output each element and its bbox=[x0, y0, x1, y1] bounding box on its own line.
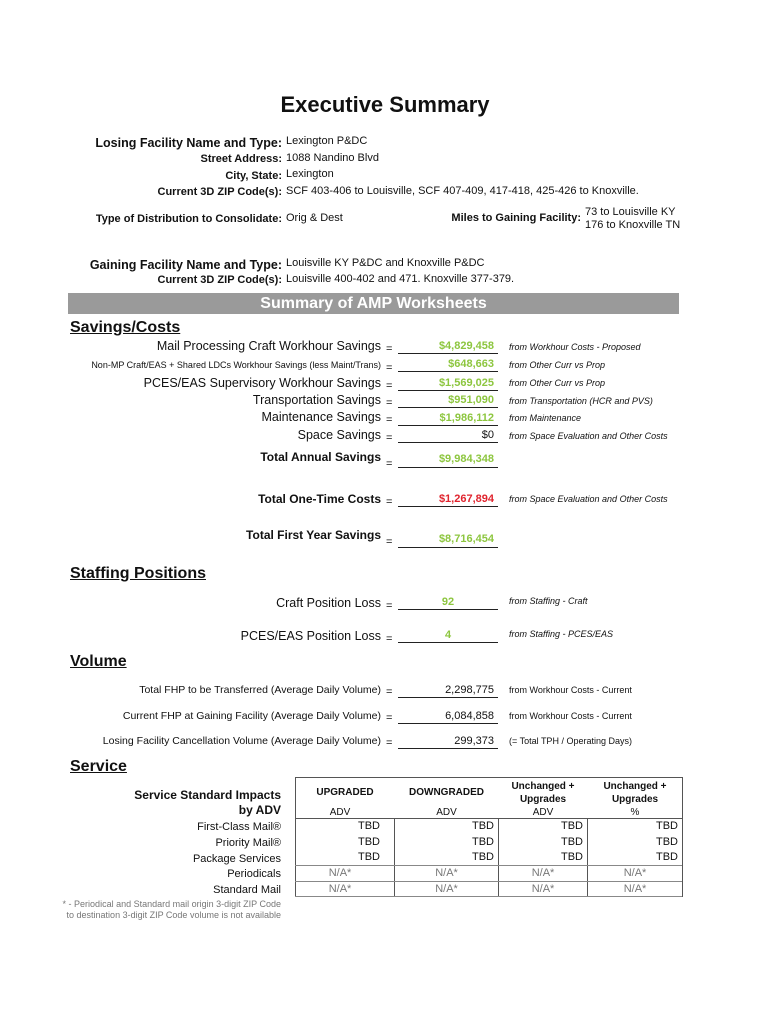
savings-row-label: Transportation Savings bbox=[252, 393, 381, 407]
service-cell: TBD bbox=[561, 836, 583, 848]
equals-sign: = bbox=[386, 633, 393, 645]
equals-sign: = bbox=[386, 712, 393, 724]
miles-label: Miles to Gaining Facility: bbox=[451, 212, 581, 224]
summary-banner: Summary of AMP Worksheets bbox=[68, 293, 679, 314]
savings-value: $648,663 bbox=[398, 357, 498, 372]
equals-sign: = bbox=[386, 536, 393, 548]
savings-row-label: Maintenance Savings bbox=[261, 410, 381, 424]
service-cell: N/A* bbox=[623, 867, 647, 879]
savings-row-label: Space Savings bbox=[297, 428, 381, 442]
miles-value-louisville: 73 to Louisville KY bbox=[585, 206, 676, 218]
service-row-label: Priority Mail® bbox=[215, 837, 281, 849]
table-header-divider bbox=[295, 818, 682, 819]
losing-facility-value: Lexington P&DC bbox=[286, 135, 368, 147]
service-cell: TBD bbox=[656, 851, 678, 863]
col-header-upgraded: UPGRADED bbox=[316, 787, 374, 798]
craft-position-value: 92 bbox=[398, 595, 498, 610]
savings-row-label: Mail Processing Craft Workhour Savings bbox=[156, 339, 381, 353]
gaining-facility-label: Gaining Facility Name and Type: bbox=[89, 258, 282, 272]
volume-row-label: Current FHP at Gaining Facility (Average Daily Volume) bbox=[122, 710, 381, 722]
savings-source: from Transportation (HCR and PVS) bbox=[509, 396, 653, 406]
service-cell: TBD bbox=[358, 820, 380, 832]
col-sub-unchanged-adv: ADV bbox=[532, 807, 554, 818]
footnote-line-2: to destination 3-digit ZIP Code volume is not available bbox=[66, 910, 281, 920]
equals-sign: = bbox=[386, 458, 393, 470]
savings-source: from Workhour Costs - Proposed bbox=[509, 342, 641, 352]
service-cell: N/A* bbox=[531, 883, 555, 895]
savings-value: $1,986,112 bbox=[398, 411, 498, 426]
total-first-year-label: Total First Year Savings bbox=[246, 528, 381, 542]
service-cell: TBD bbox=[472, 851, 494, 863]
losing-facility-label: Losing Facility Name and Type: bbox=[95, 136, 282, 150]
col-header-unchanged-pct: Unchanged + Upgrades bbox=[603, 781, 667, 805]
service-cell: N/A* bbox=[531, 867, 555, 879]
street-address-value: 1088 Nandino Blvd bbox=[286, 152, 379, 164]
col-header-unchanged-adv: Unchanged + Upgrades bbox=[511, 781, 575, 805]
volume-source: (= Total TPH / Operating Days) bbox=[509, 736, 632, 746]
pces-position-label: PCES/EAS Position Loss bbox=[240, 629, 381, 643]
savings-row-label: Non-MP Craft/EAS + Shared LDCs Workhour Savings (less Maint/Trans) bbox=[91, 360, 381, 370]
savings-value: $951,090 bbox=[398, 393, 498, 408]
service-cell: N/A* bbox=[435, 883, 458, 895]
service-row-label: Periodicals bbox=[227, 868, 281, 880]
craft-position-label: Craft Position Loss bbox=[276, 596, 381, 610]
service-cell: N/A* bbox=[435, 867, 458, 879]
pces-position-source: from Staffing - PCES/EAS bbox=[509, 629, 614, 639]
staffing-heading: Staffing Positions bbox=[70, 565, 206, 582]
total-one-time-label: Total One-Time Costs bbox=[258, 492, 381, 506]
volume-source: from Workhour Costs - Current bbox=[509, 685, 632, 695]
equals-sign: = bbox=[386, 362, 393, 374]
service-cell: N/A* bbox=[328, 867, 352, 879]
volume-value: 2,298,775 bbox=[398, 683, 498, 698]
col-sub-upgraded: ADV bbox=[329, 807, 351, 818]
pces-position-value: 4 bbox=[398, 628, 498, 643]
volume-source: from Workhour Costs - Current bbox=[509, 711, 632, 721]
equals-sign: = bbox=[386, 397, 393, 409]
service-cell: TBD bbox=[656, 836, 678, 848]
volume-value: 6,084,858 bbox=[398, 709, 498, 724]
equals-sign: = bbox=[386, 414, 393, 426]
volume-row-label: Losing Facility Cancellation Volume (Average Daily Volume) bbox=[102, 735, 381, 747]
equals-sign: = bbox=[386, 600, 393, 612]
total-annual-value: $9,984,348 bbox=[398, 450, 498, 468]
service-cell: TBD bbox=[561, 851, 583, 863]
service-cell: TBD bbox=[656, 820, 678, 832]
service-cell: TBD bbox=[561, 820, 583, 832]
footnote-line-1: * - Periodical and Standard mail origin 3-digit ZIP Code bbox=[62, 899, 281, 909]
city-state-value: Lexington bbox=[286, 168, 334, 180]
one-time-source: from Space Evaluation and Other Costs bbox=[509, 494, 668, 504]
gaining-zip-label: Current 3D ZIP Code(s): bbox=[157, 274, 282, 286]
savings-source: from Other Curr vs Prop bbox=[509, 378, 606, 388]
savings-row-label: PCES/EAS Supervisory Workhour Savings bbox=[143, 376, 381, 390]
table-row-divider bbox=[295, 865, 682, 866]
col-sub-unchanged-pct: % bbox=[630, 807, 640, 818]
savings-source: from Other Curr vs Prop bbox=[509, 360, 606, 370]
service-cell: TBD bbox=[472, 836, 494, 848]
volume-value: 299,373 bbox=[398, 734, 498, 749]
total-first-year-value: $8,716,454 bbox=[398, 531, 498, 548]
service-heading: Service bbox=[70, 758, 127, 775]
gaining-zip-value: Louisville 400-402 and 471. Knoxville 377-379. bbox=[286, 273, 515, 285]
total-annual-label: Total Annual Savings bbox=[260, 450, 381, 464]
table-top-border bbox=[295, 777, 682, 778]
service-cell: TBD bbox=[358, 851, 380, 863]
service-impacts-label: Service Standard Impacts bbox=[134, 788, 281, 802]
craft-position-source: from Staffing - Craft bbox=[509, 596, 588, 606]
gaining-facility-value: Louisville KY P&DC and Knoxville P&DC bbox=[286, 257, 485, 269]
equals-sign: = bbox=[386, 686, 393, 698]
table-right-border bbox=[682, 777, 683, 897]
zip-codes-label: Current 3D ZIP Code(s): bbox=[157, 186, 282, 198]
service-row-label: Package Services bbox=[192, 853, 281, 865]
city-state-label: City, State: bbox=[225, 170, 282, 182]
volume-heading: Volume bbox=[70, 653, 127, 670]
page-title: Executive Summary bbox=[280, 92, 490, 117]
service-cell: TBD bbox=[472, 820, 494, 832]
savings-value: $0 bbox=[398, 428, 498, 443]
service-impacts-sublabel: by ADV bbox=[238, 803, 281, 817]
equals-sign: = bbox=[386, 432, 393, 444]
equals-sign: = bbox=[386, 380, 393, 392]
savings-source: from Space Evaluation and Other Costs bbox=[509, 431, 668, 441]
table-row-divider bbox=[295, 881, 682, 882]
street-address-label: Street Address: bbox=[200, 153, 282, 165]
col-header-downgraded: DOWNGRADED bbox=[409, 787, 484, 798]
equals-sign: = bbox=[386, 343, 393, 355]
volume-row-label: Total FHP to be Transferred (Average Daily Volume) bbox=[139, 684, 381, 696]
service-cell: N/A* bbox=[328, 883, 352, 895]
zip-codes-value: SCF 403-406 to Louisville, SCF 407-409, 417-418, 425-426 to Knoxville. bbox=[286, 185, 639, 197]
distribution-type-value: Orig & Dest bbox=[286, 212, 343, 224]
miles-value-knoxville: 176 to Knoxville TN bbox=[585, 219, 681, 231]
savings-value: $1,569,025 bbox=[398, 376, 498, 391]
savings-value: $4,829,458 bbox=[398, 339, 498, 354]
service-row-label: First-Class Mail® bbox=[197, 821, 281, 833]
distribution-type-label: Type of Distribution to Consolidate: bbox=[95, 213, 282, 225]
savings-source: from Maintenance bbox=[509, 413, 582, 423]
savings-heading: Savings/Costs bbox=[70, 319, 181, 336]
equals-sign: = bbox=[386, 737, 393, 749]
equals-sign: = bbox=[386, 496, 393, 508]
table-bottom-border bbox=[295, 896, 682, 897]
service-cell: TBD bbox=[358, 836, 380, 848]
service-row-label: Standard Mail bbox=[213, 884, 281, 896]
service-cell: N/A* bbox=[623, 883, 647, 895]
total-one-time-value: $1,267,894 bbox=[398, 492, 498, 507]
col-sub-downgraded: ADV bbox=[436, 807, 457, 818]
